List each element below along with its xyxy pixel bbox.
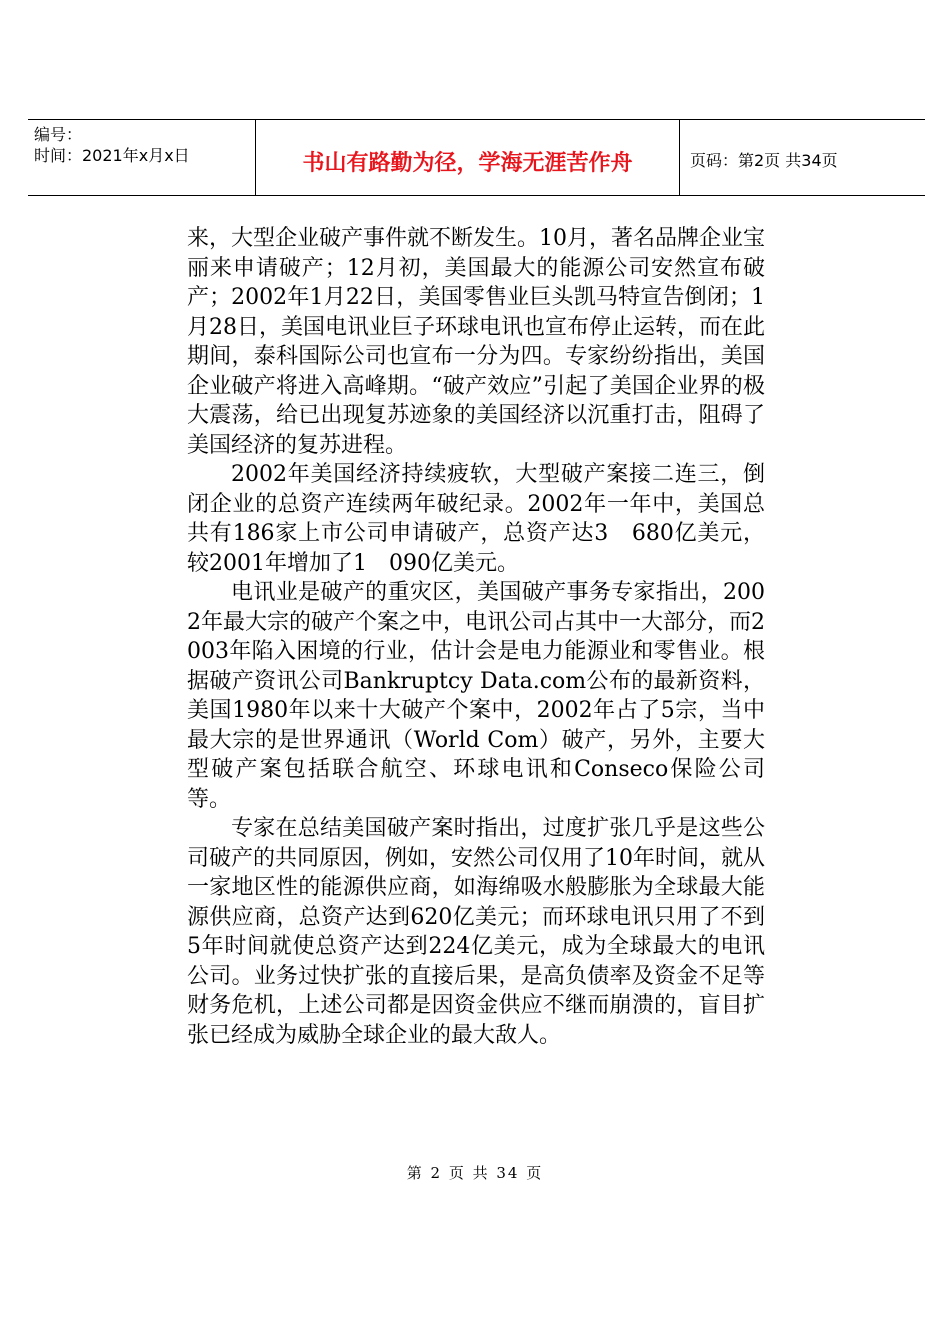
page-footer: 第 2 页 共 34 页 xyxy=(406,1164,544,1182)
document-body xyxy=(187,224,765,1050)
serial-number-label: 编号： xyxy=(34,125,83,144)
page-header xyxy=(28,119,925,196)
time-label: 时间：2021年x月x日 xyxy=(34,146,190,165)
header-motto-cell xyxy=(256,120,680,195)
paragraph-4: 专家在总结美国破产案时指出，过度扩张几乎是这些公司破产的共同原因，例如，安然公司仅用了10年时间，就从一家地区性的能源供应商，如海绵吸水般膨胀为全球最大能源供应商，总资产达到620亿美元；而环球电讯只用了不到5年时间就使总资产达到224亿美元，成为全球最大的电讯公司。业务过快扩张的直接后果，是高负债率及资金不足等财务危机，上述公司都是因资金供应不继而崩溃的，盲目扩张已经成为威胁全球企业的最大敌人。 xyxy=(187,816,765,1048)
header-meta-cell xyxy=(28,120,256,195)
header-page-cell xyxy=(680,120,925,195)
paragraph-2: 2002年美国经济持续疲软，大型破产案接二连三，倒闭企业的总资产连续两年破纪录。2002年一年中，美国总共有186家上市公司申请破产，总资产达3 680亿美元，较2001年增加了1 090亿美元。 xyxy=(187,462,765,576)
paragraph-3: 电讯业是破产的重灾区，美国破产事务专家指出，2002年最大宗的破产个案之中，电讯公司占其中一大部分，而2003年陷入困境的行业，估计会是电力能源业和零售业。根据破产资讯公司Bankruptcy Data.com公布的最新资料，美国1980年以来十大破产个案中，2002年占了5宗，当中最大宗的是世界通讯（World Com）破产，另外，主要大型破产案包括联合航空、环球电讯和Conseco保险公司等。 xyxy=(187,580,765,812)
motto-text: 书山有路勤为径，学海无涯苦作舟 xyxy=(302,151,633,176)
header-page-info: 页码：第2页 共34页 xyxy=(690,151,838,170)
paragraph-1: 来，大型企业破产事件就不断发生。10月，著名品牌企业宝丽来申请破产；12月初，美国最大的能源公司安然宣布破产；2002年1月22日，美国零售业巨头凯马特宣告倒闭；1月28日，美国电讯业巨子环球电讯也宣布停止运转，而在此期间，泰科国际公司也宣布一分为四。专家纷纷指出，美国企业破产将进入高峰期。“破产效应”引起了美国企业界的极大震荡，给已出现复苏迹象的美国经济以沉重打击，阻碍了美国经济的复苏进程。 xyxy=(187,226,765,458)
